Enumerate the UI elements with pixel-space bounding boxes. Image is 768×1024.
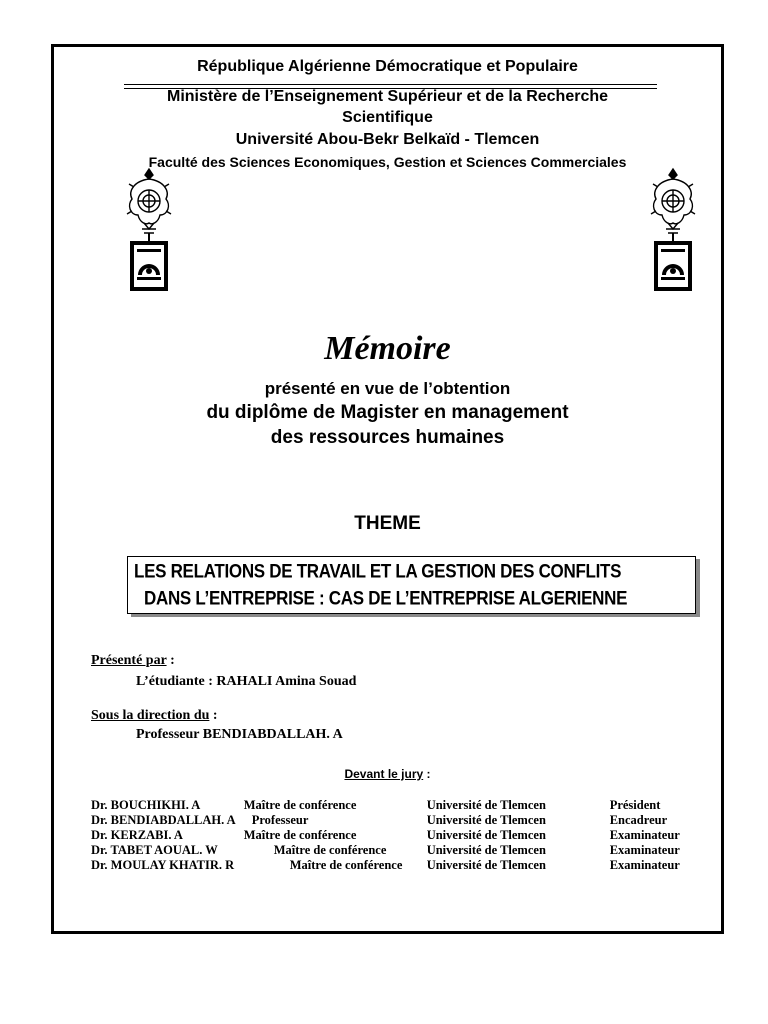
jury-grade: Maître de conférence: [243, 798, 357, 812]
jury-university: Université de Tlemcen: [426, 813, 546, 827]
jury-heading-colon: :: [423, 767, 431, 781]
table-row: [91, 843, 680, 858]
table-row: [91, 858, 680, 873]
supervisor-name: Professeur BENDIABDALLAH. A: [136, 727, 343, 742]
jury-role: Président: [609, 798, 661, 812]
purpose-line-1: présenté en vue de l’obtention: [264, 379, 511, 398]
jury-role: Examinateur: [609, 843, 680, 857]
jury-university: Université de Tlemcen: [426, 828, 546, 842]
jury-university: Université de Tlemcen: [426, 858, 546, 872]
presented-by-colon: :: [166, 653, 175, 668]
cover-page-frame: [51, 44, 724, 934]
supervised-by: [91, 708, 218, 724]
jury-heading-label: Devant le jury: [344, 767, 424, 781]
jury-grade: Maître de conférence: [289, 858, 403, 872]
jury-role: Encadreur: [609, 813, 668, 827]
theme-line-2: DANS L’ENTREPRISE : CAS DE L’ENTREPRISE ALGERIENNE: [144, 587, 628, 609]
purpose-line-3: des ressources humaines: [270, 427, 505, 448]
table-row: [91, 798, 680, 813]
faculty-name: Faculté des Sciences Economiques, Gestion et Sciences Commerciales: [148, 154, 627, 170]
student-name: L’étudiante : RAHALI Amina Souad: [136, 674, 357, 689]
table-row: [91, 828, 680, 843]
presented-by-label: Présenté par: [91, 653, 167, 668]
supervised-by-label: Sous la direction du: [91, 708, 210, 723]
jury-name: Dr. BENDIABDALLAH. A: [91, 813, 236, 827]
university-name: Université Abou-Bekr Belkaïd - Tlemcen: [235, 131, 540, 148]
supervised-by-colon: :: [209, 708, 218, 723]
theme-box: [127, 556, 696, 614]
jury-grade: Maître de conférence: [273, 843, 387, 857]
ministry-line-2: Scientifique: [342, 109, 433, 126]
jury-name: Dr. BOUCHIKHI. A: [91, 798, 201, 812]
university-emblem-right: [648, 167, 698, 302]
jury-name: Dr. KERZABI. A: [91, 828, 183, 842]
presented-by: [91, 653, 175, 669]
theme-heading: THEME: [354, 513, 421, 534]
jury-name: Dr. TABET AOUAL. W: [91, 843, 218, 857]
table-row: [91, 813, 680, 828]
jury-name: Dr. MOULAY KHATIR. R: [91, 858, 235, 872]
jury-table: [91, 798, 680, 873]
jury-role: Examinateur: [609, 858, 680, 872]
university-emblem-left: [124, 167, 174, 302]
ministry-line-1: Ministère de l’Enseignement Supérieur et de la Recherche: [166, 88, 609, 105]
purpose-line-2: du diplôme de Magister en management: [206, 402, 569, 423]
theme-line-1: LES RELATIONS DE TRAVAIL ET LA GESTION DES CONFLITS: [134, 560, 622, 582]
jury-role: Examinateur: [609, 828, 680, 842]
document-type-title: Mémoire: [324, 330, 451, 367]
jury-university: Université de Tlemcen: [426, 798, 546, 812]
jury-grade: Maître de conférence: [243, 828, 357, 842]
jury-heading: [54, 767, 721, 781]
jury-university: Université de Tlemcen: [426, 843, 546, 857]
jury-grade: Professeur: [251, 813, 309, 827]
republic-title: République Algérienne Démocratique et Populaire: [197, 58, 578, 75]
